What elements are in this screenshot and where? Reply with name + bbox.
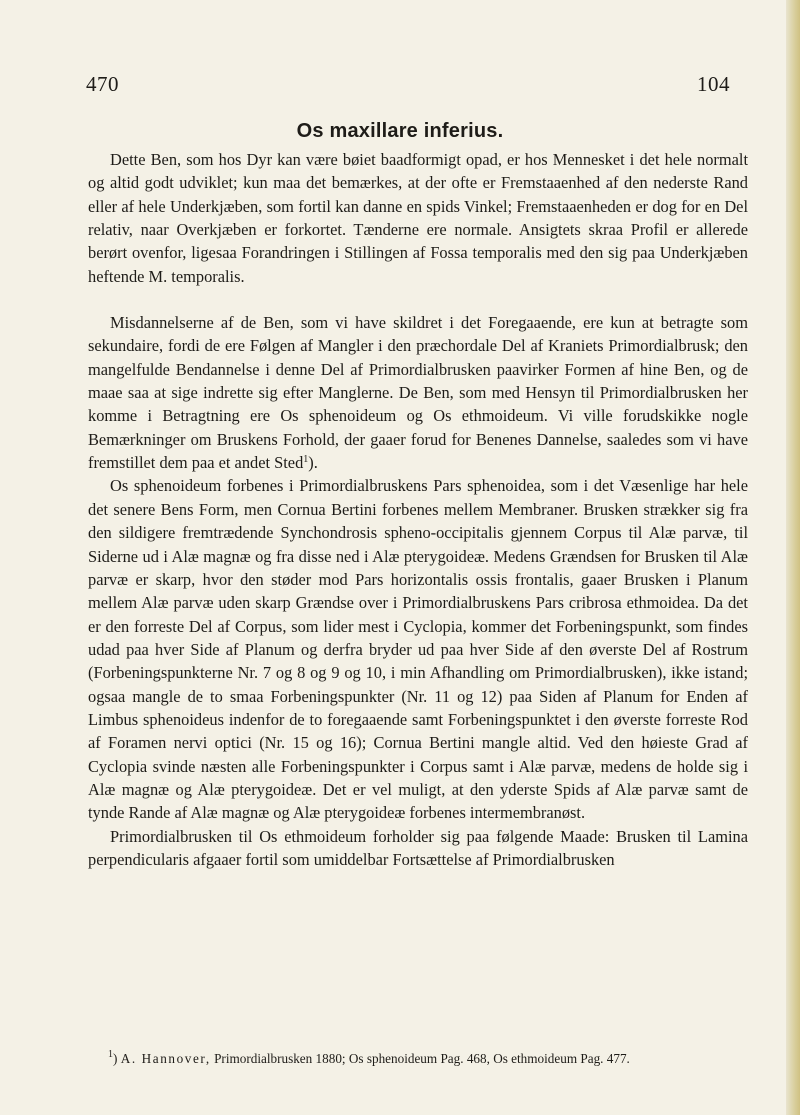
paragraph-2-text: Misdannelserne af de Ben, som vi have skildret i det Foregaaende, ere kun at betragte som sekundaire, fordi de ere Følgen af Mangler i den præchordale Del af Kraniets Primordialbrusk; den mangelfulde Bendannelse i denne Del af Primordialbrusken paavirker Formen af hine Ben, og de maae saa at sige indrette sig efter Manglerne. De Ben, som med Hensyn til Primordialbrusken her komme i Betragtning ere Os sphenoideum og Os ethmoideum. Vi ville forudskikke nogle Bemærkninger om Bruskens Forhold, der gaaer forud for Benenes Dannelse, saaledes som vi have fremstillet dem paa et andet Sted — [88, 313, 748, 473]
paragraph-3: Os sphenoideum forbenes i Primordialbruskens Pars sphenoidea, som i det Væsenlige har hele det senere Bens Form, men Cornua Bertini forbenes mellem Membraner. Brusken strækker sig fra den sildigere fremtrædende Synchondrosis spheno-occipitalis gjennem Corpus til Alæ parvæ, til Siderne ud i Alæ magnæ og fra disse ned i Alæ pterygoideæ. Medens Grændsen for Brusken til Alæ parvæ er skarp, hvor den støder mod Pars horizontalis ossis frontalis, gaaer Brusken i Planum mellem Alæ parvæ uden skarp Grændse over i Primordialbruskens Pars cribrosa ethmoidea. Da det er den forreste Del af Corpus, som lider mest i Cyclopia, kommer det Forbeningspunkt, som findes udad paa hver Side af Planum og derfra bryder ud paa hver Side af den øverste Del af Rostrum (Forbeningspunkterne Nr. 7 og 8 og 9 og 10, i min Afhandling om Primordialbrusken), ikke istand; ogsaa mangle de to smaa Forbeningspunkter (Nr. 11 og 12) paa Siden af Planum for Enden af Limbus sphenoideus indenfor de to foregaaende samt Forbeningspunktet i den øverste forreste Rod af Foramen nervi optici (Nr. 15 og 16); Cornua Bertini mangle altid. Ved den høieste Grad af Cyclopia svinde næsten alle Forbeningspunkter i Corpus samt i Alæ parvæ, medens de holde sig i Alæ magnæ og Alæ pterygoideæ. Det er vel muligt, at den yderste Spids af Alæ parvæ samt de tynde Rande af Alæ magnæ og Alæ pterygoideæ forbenes intermembranøst. — [88, 476, 748, 823]
paragraph-1: Dette Ben, som hos Dyr kan være bøiet baadformigt opad, er hos Mennesket i det hele normalt og altid godt udviklet; kun maa det bemærkes, at der ofte er Fremstaaenhed af den nederste Rand eller af hele Underkjæben, som fortil kan danne en spids Vinkel; Fremstaaenheden er dog for en Del relativ, naar Overkjæben er forkortet. Tænderne ere normale. Ansigtets skraa Profil er allerede berørt ovenfor, ligesaa Forandringen i Stillingen af Fossa temporalis med den sig paa Underkjæben heftende M. temporalis. — [88, 150, 748, 286]
footnote-text: Primordialbrusken 1880; Os sphenoideum Pag. 468, Os ethmoideum Pag. 477. — [210, 1051, 630, 1066]
footnote-reference[interactable]: 1 — [303, 454, 309, 466]
footnote-paren: ) — [113, 1051, 121, 1066]
section-heading: Os maxillare inferius. — [296, 120, 504, 142]
paragraph-2-end: ). — [308, 453, 318, 473]
page-number-right: 104 — [697, 72, 730, 96]
paragraph-2 — [88, 311, 748, 474]
paragraph-4: Primordialbrusken til Os ethmoideum forholder sig paa følgende Maade: Brusken til Lamina perpendicularis afgaaer fortil som umiddelbar Fortsættelse af Primordialbrusken — [88, 826, 748, 869]
footnote-author: A. Hannover, — [120, 1051, 211, 1066]
body-text — [88, 148, 748, 871]
footnote-marker: 1 — [108, 1049, 113, 1060]
page-number-left: 470 — [86, 72, 119, 96]
footnote — [108, 1051, 748, 1067]
page-edge — [786, 0, 800, 1115]
